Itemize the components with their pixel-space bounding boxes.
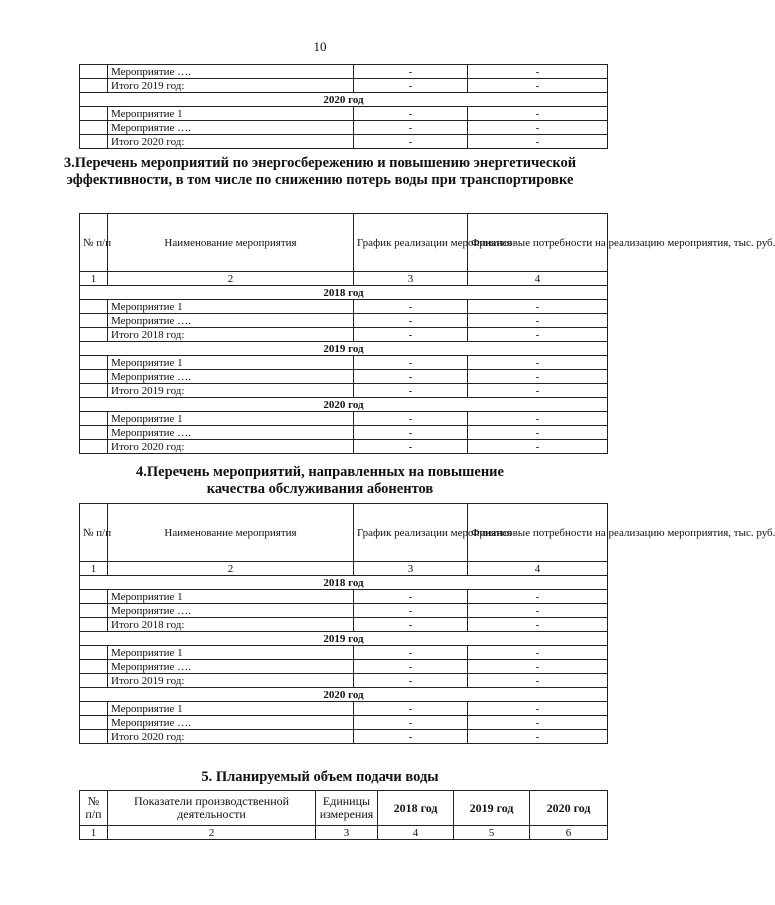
event-name: Мероприятие …. (108, 660, 354, 674)
year-row: 2019 год (80, 632, 608, 646)
table-row: Мероприятие 1 - - (80, 107, 608, 121)
table-row: Мероприятие …. - - (80, 121, 608, 135)
year-row: 2020 год (80, 398, 608, 412)
table-row: Мероприятие …. - - (80, 426, 608, 440)
table-row: Мероприятие …. - - (80, 604, 608, 618)
event-name: Итого 2020 год: (108, 440, 354, 454)
year-row: 2019 год (80, 342, 608, 356)
table-row: Мероприятие 1 - - (80, 412, 608, 426)
column-numbers: 1 2 3 4 5 6 (80, 826, 608, 840)
table-header: № п/п Показатели производственной деятельности Единицы измерения 2018 год 2019 год 2020 год (80, 791, 608, 826)
column-numbers: 1 2 3 4 (80, 562, 608, 576)
year-row: 2018 год (80, 576, 608, 590)
year-row: 2020 год (80, 93, 608, 107)
page-number: 10 (313, 39, 327, 54)
event-name: Итого 2018 год: (108, 618, 354, 632)
table-row: Итого 2019 год: - - (80, 79, 608, 93)
event-name: Мероприятие 1 (108, 702, 354, 716)
column-numbers: 1 2 3 4 (80, 272, 608, 286)
event-name: Мероприятие 1 (108, 300, 354, 314)
table-row: Итого 2020 год: - - (80, 135, 608, 149)
event-name: Мероприятие …. (108, 426, 354, 440)
section3-table (79, 213, 775, 454)
event-name: Мероприятие …. (108, 604, 354, 618)
year-row: 2020 год (80, 688, 608, 702)
section3-title: 3.Перечень мероприятий по энергосбережению и повышению энергетической эффективности, в том числе по снижению потерь воды при транспортировке (63, 155, 577, 188)
table-row: Итого 2019 год: - - (80, 384, 608, 398)
event-name: Мероприятие …. (108, 370, 354, 384)
table-row: Итого 2020 год: - - (80, 730, 608, 744)
section4-table (79, 503, 775, 744)
table-row: Итого 2019 год: - - (80, 674, 608, 688)
table-row: Итого 2018 год: - - (80, 618, 608, 632)
section5-title: 5. Планируемый объем подачи воды (201, 769, 439, 785)
event-name: Мероприятие 1 (108, 590, 354, 604)
table-row: Итого 2018 год: - - (80, 328, 608, 342)
table-row: Итого 2020 год: - - (80, 440, 608, 454)
table-row: Мероприятие 1 - - (80, 356, 608, 370)
table-row: Мероприятие …. - - (80, 716, 608, 730)
table-row: Мероприятие 1 - - (80, 590, 608, 604)
table-row: Мероприятие …. - - (80, 660, 608, 674)
event-name: Мероприятие …. (108, 716, 354, 730)
event-name: Итого 2018 год: (108, 328, 354, 342)
event-name: Мероприятие 1 (108, 412, 354, 426)
table-row: Мероприятие …. - - (80, 65, 608, 79)
table-row: Мероприятие …. - - (80, 370, 608, 384)
event-name: Итого 2020 год: (108, 730, 354, 744)
table-row: Мероприятие …. - - (80, 314, 608, 328)
total-label: Итого 2019 год: (108, 79, 354, 93)
event-name: Итого 2019 год: (108, 384, 354, 398)
table-header: № п/п Наименование мероприятия График реализации мероприятия Финансовые потребности на реализацию мероприятия, тыс. руб. (80, 214, 608, 272)
year-row: 2018 год (80, 286, 608, 300)
event-name: Мероприятие …. (108, 314, 354, 328)
section4-title: 4.Перечень мероприятий, направленных на повышение качества обслуживания абонентов (136, 464, 504, 497)
event-name: Итого 2019 год: (108, 674, 354, 688)
section5-table (79, 790, 608, 840)
table-row: Мероприятие 1 - - (80, 300, 608, 314)
table-row: Мероприятие 1 - - (80, 646, 608, 660)
event-name: Мероприятие 1 (108, 356, 354, 370)
event-name: Мероприятие 1 (108, 646, 354, 660)
table-header: № п/п Наименование мероприятия График реализации мероприятия Финансовые потребности на реализацию мероприятия, тыс. руб. (80, 504, 608, 562)
table-row: Мероприятие 1 - - (80, 702, 608, 716)
continued-table (79, 64, 608, 149)
event-name: Мероприятие …. (108, 65, 354, 79)
